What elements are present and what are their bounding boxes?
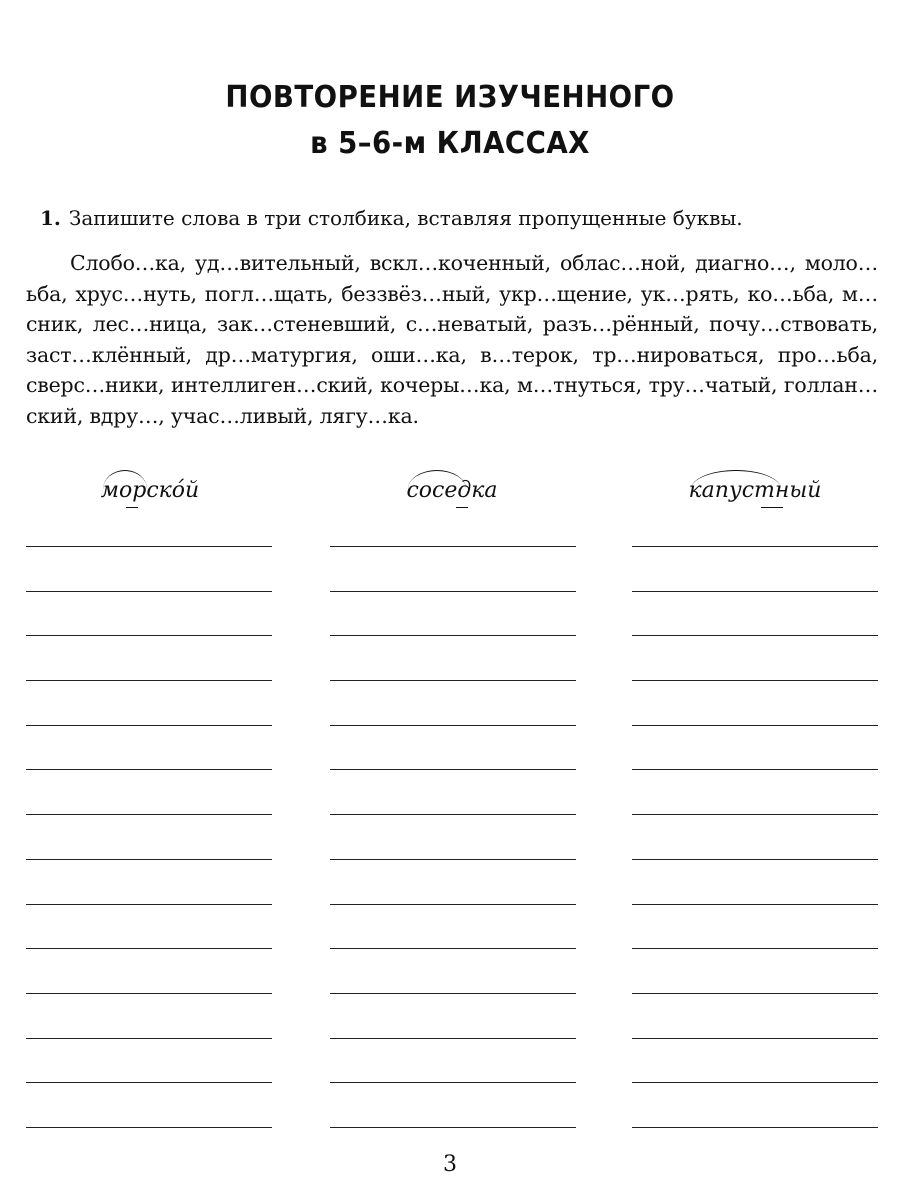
answer-line[interactable] [26, 904, 272, 949]
answer-line[interactable] [632, 859, 878, 904]
answer-line[interactable] [632, 1082, 878, 1127]
answer-line[interactable] [330, 769, 576, 814]
page-title-line-1: ПОВТОРЕНИЕ ИЗУЧЕННОГО [225, 80, 675, 115]
exercise-text: Слобо…ка, уд…вительный, вскл…коченный, облас…ной, диагно…, моло…ьба, хрус…нуть, погл…щать, беззвёз…ный, укр…щение, ук…рять, ко…ьба, м…сник, лес…ница, зак…стеневший, с…неватый, разъ…рённый, почу…ствовать, заст…клённый, др…матургия, оши…ка, в…терок, тр…нироваться, про…ьба, сверс…ники, интеллиген…ский, кочеры…ка, м…тнуться, тру…чатый, голлан…ский, вдру…, учас…ливый, лягу…ка. [26, 251, 878, 428]
answer-line[interactable] [26, 1038, 272, 1083]
answer-line[interactable] [330, 948, 576, 993]
answer-line[interactable] [330, 1038, 576, 1083]
answer-line[interactable] [632, 904, 878, 949]
answer-line[interactable] [26, 546, 272, 591]
answer-line[interactable] [26, 1082, 272, 1127]
answer-line[interactable] [632, 814, 878, 859]
root-arc-mark [691, 470, 781, 489]
letter-underline-mark [456, 507, 468, 508]
root-arc-mark [103, 470, 147, 489]
answer-line[interactable] [26, 993, 272, 1038]
answer-line[interactable] [26, 591, 272, 636]
answer-line[interactable] [632, 1038, 878, 1083]
answer-line[interactable] [632, 680, 878, 725]
answer-line[interactable] [26, 680, 272, 725]
answer-line[interactable] [330, 993, 576, 1038]
answer-line[interactable] [330, 591, 576, 636]
answer-line[interactable] [632, 993, 878, 1038]
root-arc-mark [408, 470, 466, 489]
answer-line[interactable] [632, 725, 878, 770]
column-heading-1 [26, 478, 274, 503]
answer-lines-column-1 [26, 546, 272, 1172]
answer-line[interactable] [26, 769, 272, 814]
answer-line[interactable] [26, 948, 272, 993]
answer-line[interactable] [26, 859, 272, 904]
answer-line[interactable] [632, 546, 878, 591]
letters-underline-mark [761, 507, 783, 508]
answer-line[interactable] [632, 948, 878, 993]
answer-line[interactable] [330, 680, 576, 725]
answer-line[interactable] [330, 546, 576, 591]
column-heading-3-text: капустный [688, 478, 822, 503]
answer-line[interactable] [26, 635, 272, 680]
task-instruction [40, 206, 870, 230]
answer-line[interactable] [632, 635, 878, 680]
column-heading-2 [328, 478, 576, 503]
page-number: 3 [443, 1152, 457, 1177]
answer-line[interactable] [26, 725, 272, 770]
answer-line[interactable] [330, 1082, 576, 1127]
answer-line[interactable] [330, 814, 576, 859]
answer-line[interactable] [632, 769, 878, 814]
page-title-line-2: в 5–6-м КЛАССАХ [310, 126, 590, 161]
task-number: 1. [40, 206, 61, 230]
column-heading-3 [631, 478, 879, 503]
column-heading-2-text: соседка [406, 478, 498, 503]
answer-line[interactable] [330, 904, 576, 949]
task-text: Запишите слова в три столбика, вставляя пропущенные буквы. [68, 206, 743, 230]
answer-line[interactable] [632, 591, 878, 636]
answer-line[interactable] [26, 814, 272, 859]
answer-line[interactable] [330, 725, 576, 770]
answer-lines-column-2 [330, 546, 576, 1172]
answer-line[interactable] [330, 635, 576, 680]
column-heading-1-text: морско́й [100, 478, 200, 503]
letter-underline-mark [126, 507, 138, 508]
answer-line[interactable] [330, 859, 576, 904]
answer-lines-column-3 [632, 546, 878, 1172]
